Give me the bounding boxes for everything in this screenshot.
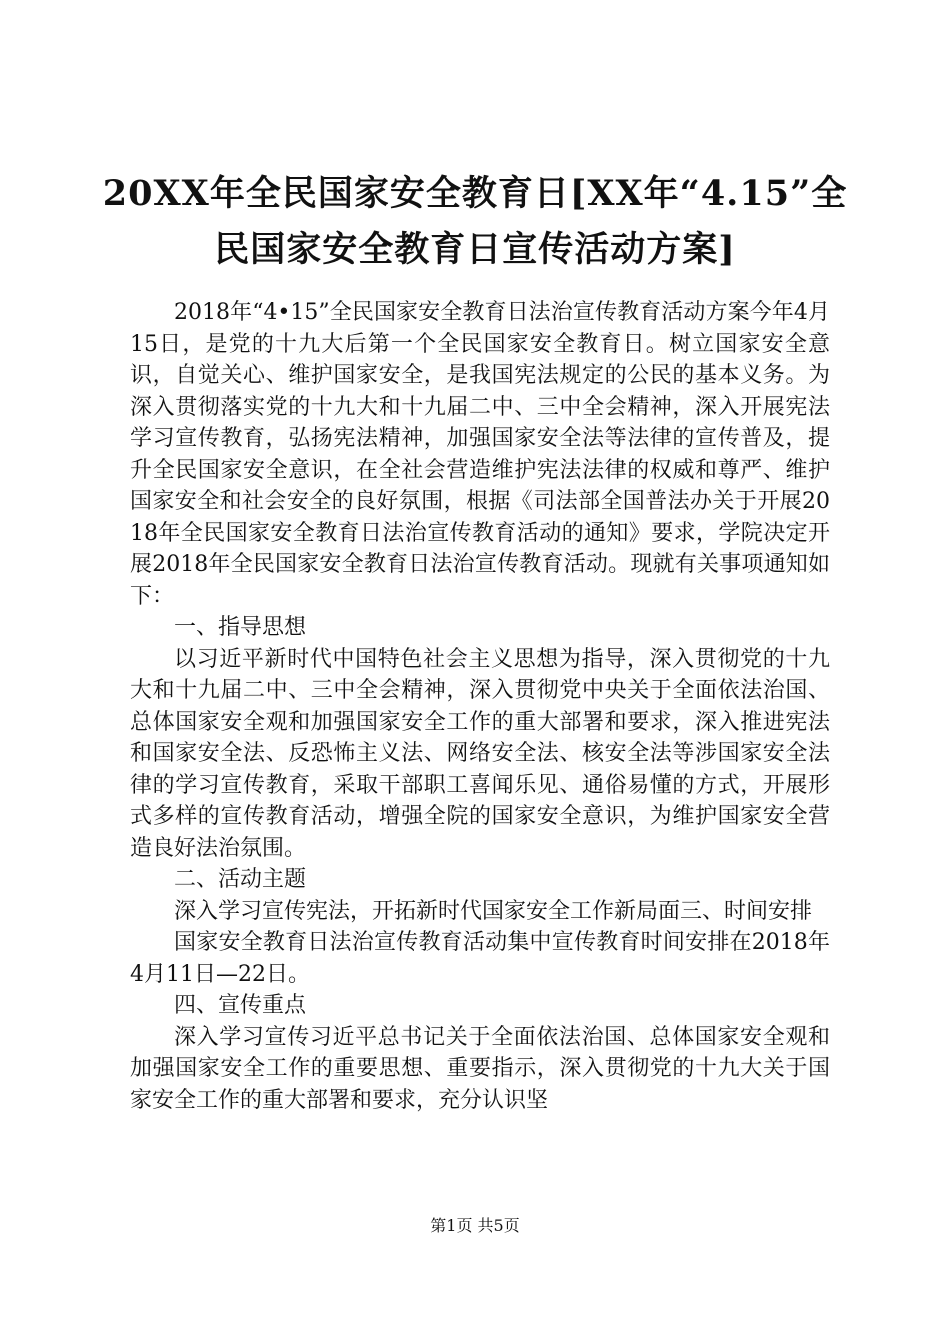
publicity-focus-paragraph: 深入学习宣传习近平总书记关于全面依法治国、总体国家安全观和加强国家安全工作的重要思想、重要指示，深入贯彻党的十九大关于国家安全工作的重大部署和要求，充分认识坚 [130,1024,830,1113]
document-body [130,297,830,1116]
guiding-ideology-paragraph: 以习近平新时代中国特色社会主义思想为指导，深入贯彻党的十九大和十九届二中、三中全会精神，深入贯彻党中央关于全面依法治国、总体国家安全观和加强国家安全工作的重大部署和要求，深入推进宪法和国家安全法、反恐怖主义法、网络安全法、核安全法等涉国家安全法律的学习宣传教育，采取干部职工喜闻乐见、通俗易懂的方式，开展形式多样的宣传教育活动，增强全院的国家安全意识，为维护国家安全营造良好法治氛围。 [130,646,830,861]
section-heading-activity-theme: 二、活动主题 [174,867,307,892]
intro-paragraph: 2018年“4•15”全民国家安全教育日法治宣传教育活动方案今年4月15日，是党的十九大后第一个全民国家安全教育日。树立国家安全意识，自觉关心、维护国家安全，是我国宪法规定的公民的基本义务。为深入贯彻落实党的十九大和十九届二中、三中全会精神，深入开展宪法学习宣传教育，弘扬宪法精神，加强国家安全法等法律的宣传普及，提升全民国家安全意识，在全社会营造维护宪法法律的权威和尊严、维护国家安全和社会安全的良好氛围，根据《司法部全国普法办关于开展2018年全民国家安全教育日法治宣传教育活动的通知》要求，学院决定开展2018年全民国家安全教育日法治宣传教育活动。现就有关事项通知如下： [130,300,830,609]
schedule-paragraph: 国家安全教育日法治宣传教育活动集中宣传教育时间安排在2018年4月11日—22日。 [130,930,830,987]
document-title: 20XX年全民国家安全教育日[XX年“4.15”全民国家安全教育日宣传活动方案] [102,173,848,270]
page-number-footer: 第1页 共5页 [430,1216,520,1235]
section-heading-publicity-focus: 四、宣传重点 [174,993,307,1018]
section-heading-guiding-ideology: 一、指导思想 [174,615,307,640]
activity-theme-paragraph: 深入学习宣传宪法，开拓新时代国家安全工作新局面三、时间安排 [174,898,813,924]
